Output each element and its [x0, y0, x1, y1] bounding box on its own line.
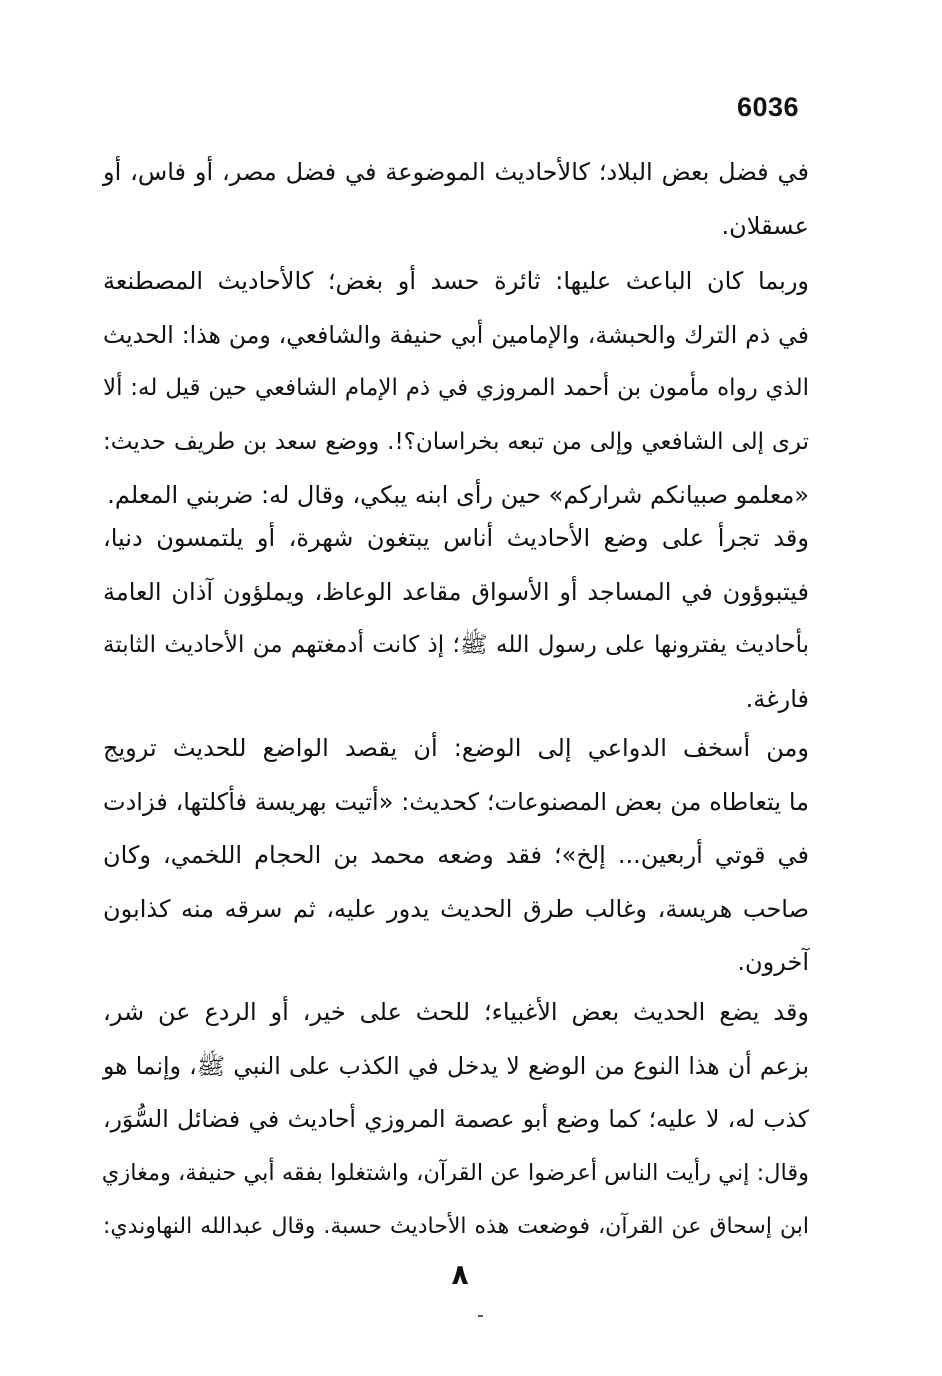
text-line: كذب له، لا عليه؛ كما وضع أبو عصمة المروزي أحاديث في فضائل السُّوَر،	[103, 1105, 809, 1133]
text-line: في ذم الترك والحبشة، والإمامين أبي حنيفة والشافعي، ومن هذا: الحديث	[103, 320, 809, 349]
text-line: ما يتعاطاه من بعض المصنوعات؛ كحديث: «أتيت بهريسة فأكلتها، فزادت	[103, 787, 809, 816]
text-line: فيتبوؤون في المساجد أو الأسواق مقاعد الوعاظ، ويملؤون آذان العامة	[103, 577, 809, 606]
text-line: في فضل بعض البلاد؛ كالأحاديث الموضوعة في فضل مصر، أو فاس، أو	[103, 158, 809, 186]
text-line: وقد تجرأ على وضع الأحاديث أناس يبتغون شهرة، أو يلتمسون دنيا،	[103, 524, 809, 552]
text-line: وقال: إني رأيت الناس أعرضوا عن القرآن، واشتغلوا بفقه أبي حنيفة، ومغازي	[101, 1159, 809, 1186]
text-line: وقد يضع الحديث بعض الأغبياء؛ للحث على خير، أو الردع عن شر،	[103, 998, 809, 1026]
text-line: صاحب هريسة، وغالب طرق الحديث يدور عليه، ثم سرقه منه كذابون	[103, 894, 809, 923]
text-line: ومن أسخف الدواعي إلى الوضع: أن يقصد الواضع للحديث ترويج	[103, 734, 809, 762]
text-line: فارغة.	[745, 684, 809, 713]
text-line: ابن إسحاق عن القرآن، فوضعت هذه الأحاديث حسبة. وقال عبدالله النهاوندي:	[103, 1214, 809, 1239]
paragraph-5	[103, 986, 809, 1254]
text-line: بأحاديث يفترونها على رسول الله ﷺ؛ إذ كانت أدمغتهم من الأحاديث الثابتة	[103, 632, 809, 658]
paragraph-3	[103, 512, 809, 726]
reference-number: 6036	[737, 92, 800, 122]
text-line: بزعم أن هذا النوع من الوضع لا يدخل في الكذب على النبي ﷺ، وإنما هو	[103, 1051, 809, 1080]
text-line: وربما كان الباعث عليها: ثائرة حسد أو بغض؛ كالأحاديث المصطنعة	[103, 267, 809, 295]
paragraph-4	[103, 722, 809, 990]
page-number: ٨	[451, 1258, 469, 1291]
paragraph-2	[103, 255, 809, 523]
text-line: «معلمو صبيانكم شراركم» حين رأى ابنه يبكي، وقال له: ضربني المعلم.	[107, 481, 809, 509]
text-line: في قوتي أربعين... إلخ»؛ فقد وضعه محمد بن الحجام اللخمي، وكان	[103, 841, 809, 869]
scan-speck	[478, 1315, 483, 1317]
text-line: الذي رواه مأمون بن أحمد المروزي في ذم الإمام الشافعي حين قيل له: ألا	[103, 375, 809, 401]
paragraph-1	[103, 146, 809, 253]
text-line: ترى إلى الشافعي وإلى من تبعه بخراسان؟!. ووضع سعد بن طريف حديث:	[103, 428, 809, 455]
text-line: آخرون.	[737, 948, 809, 976]
text-line: عسقلان.	[721, 211, 809, 240]
